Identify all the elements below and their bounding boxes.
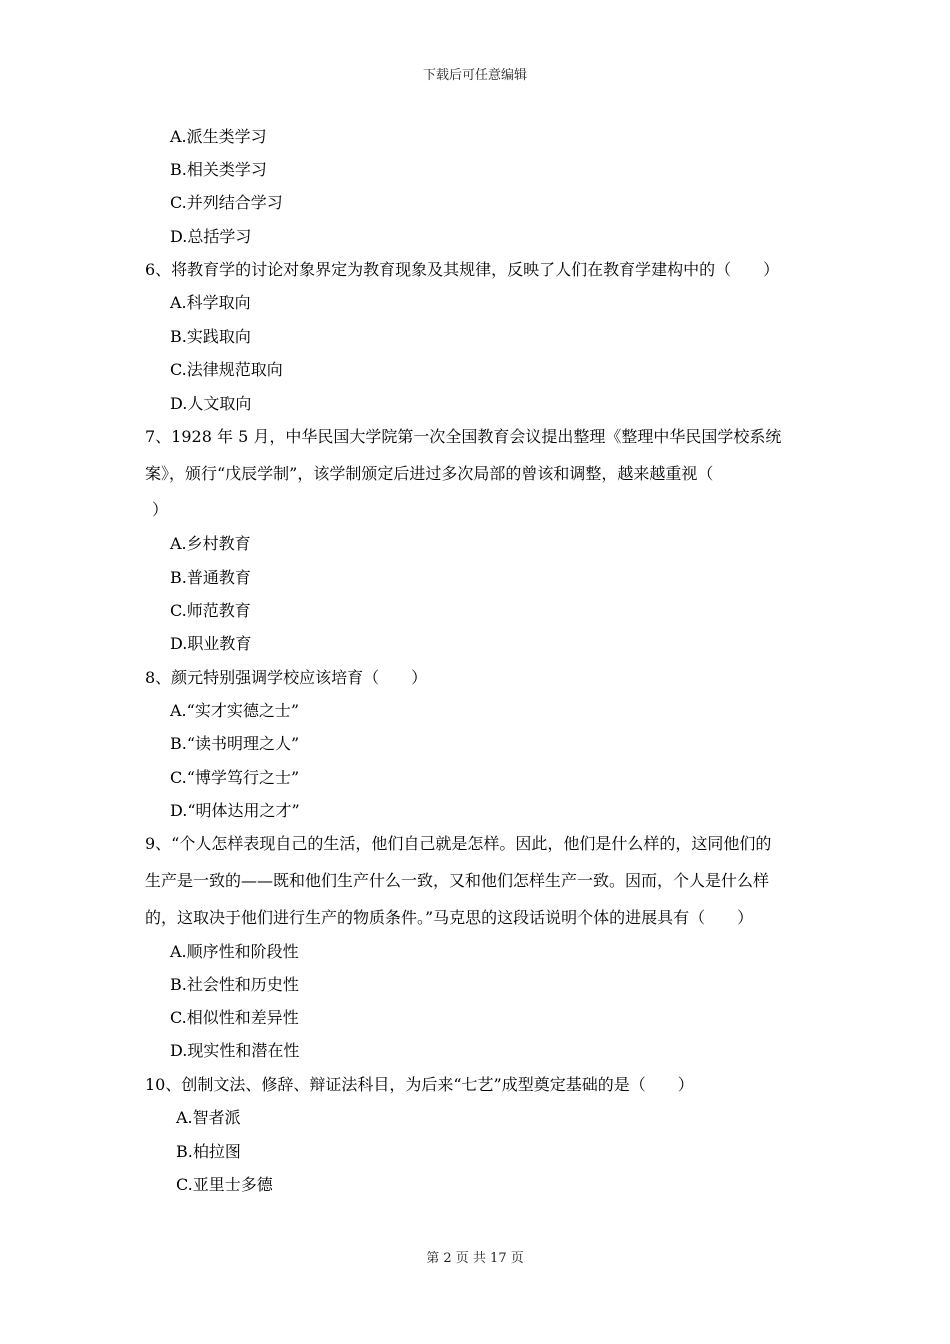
option-d: D.总括学习: [170, 227, 252, 246]
question-9-stem-line2: 生产是一致的——既和他们生产什么一致，又和他们怎样生产一致。因而，个人是什么样: [145, 871, 770, 890]
q9-option-a: A.顺序性和阶段性: [170, 942, 299, 961]
option-a: A.派生类学习: [170, 127, 267, 146]
q8-option-d: D.“明体达用之才”: [170, 801, 300, 820]
question-8-stem: 8、颜元特别强调学校应该培育（ ）: [145, 668, 428, 687]
q7-option-b: B.普通教育: [170, 568, 251, 587]
q9-option-c: C.相似性和差异性: [170, 1008, 299, 1027]
question-7-stem-line3: ）: [152, 500, 169, 519]
q8-option-b: B.“读书明理之人”: [170, 734, 300, 753]
option-c: C.并列结合学习: [170, 193, 283, 212]
q7-option-c: C.师范教育: [170, 601, 251, 620]
question-6-stem: 6、将教育学的讨论对象界定为教育现象及其规律，反映了人们在教育学建构中的（ ）: [145, 260, 780, 279]
q10-option-a: A.智者派: [176, 1108, 241, 1127]
question-9-stem-line3: 的，这取决于他们进行生产的物质条件。”马克思的这段话说明个体的进展具有（ ）: [145, 908, 754, 927]
q7-option-d: D.职业教育: [170, 634, 252, 653]
q6-option-b: B.实践取向: [170, 327, 251, 346]
q7-option-a: A.乡村教育: [170, 534, 251, 553]
q9-option-b: B.社会性和历史性: [170, 975, 299, 994]
option-b: B.相关类学习: [170, 160, 267, 179]
question-7-stem-line1: 7、1928 年 5 月，中华民国大学院第一次全国教育会议提出整理《整理中华民国学校系统: [145, 427, 782, 446]
q6-option-a: A.科学取向: [170, 293, 251, 312]
page-footer: 第 2 页 共 17 页: [426, 1251, 524, 1266]
q9-option-d: D.现实性和潜在性: [170, 1041, 300, 1060]
q10-option-c: C.亚里士多德: [176, 1175, 273, 1194]
q8-option-c: C.“博学笃行之士”: [170, 768, 300, 787]
q10-option-b: B.柏拉图: [176, 1142, 241, 1161]
q8-option-a: A.“实才实德之士”: [170, 701, 300, 720]
q6-option-c: C.法律规范取向: [170, 360, 283, 379]
q6-option-d: D.人文取向: [170, 394, 252, 413]
question-9-stem-line1: 9、“个人怎样表现自己的生活，他们自己就是怎样。因此，他们是什么样的，这同他们的: [145, 834, 772, 853]
question-7-stem-line2: 案》，颁行“戊辰学制”，该学制颁定后进过多次局部的曾该和调整，越来越重视（: [145, 464, 714, 483]
page-header: 下载后可任意编辑: [422, 68, 527, 83]
question-10-stem: 10、创制文法、修辞、辩证法科目，为后来“七艺”成型奠定基础的是（ ）: [145, 1075, 694, 1094]
